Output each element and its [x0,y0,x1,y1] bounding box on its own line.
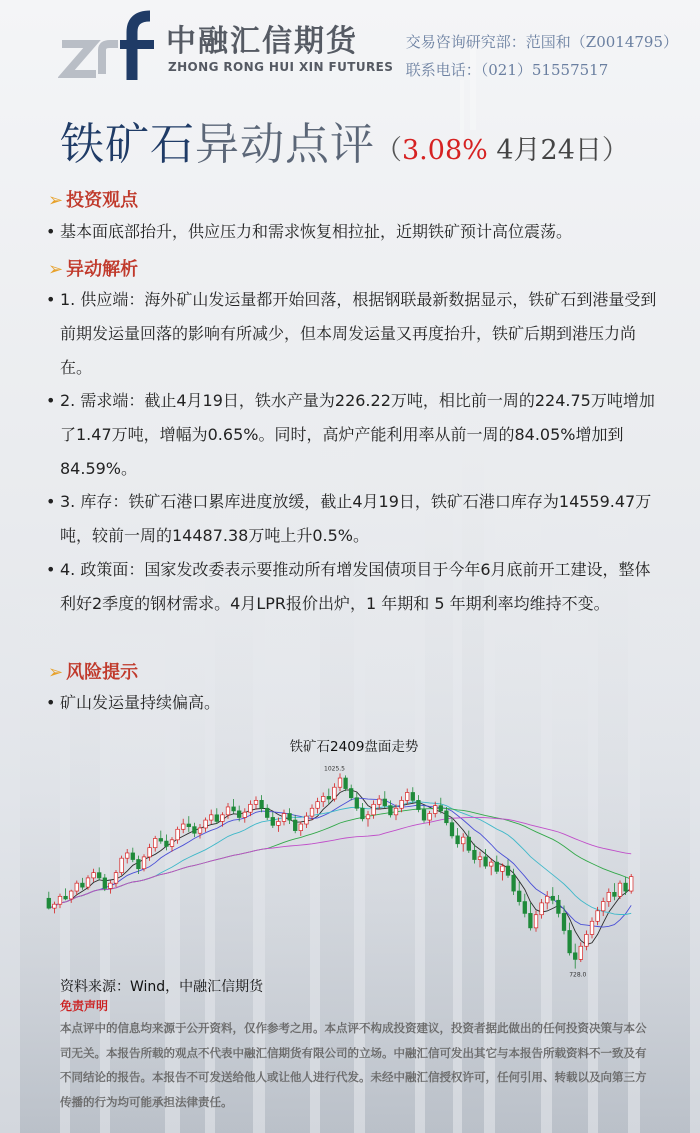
title-date: 4月24日 [487,135,602,166]
candle-body [209,815,213,820]
bullet-dot-icon: • [46,391,56,410]
section-arrow-icon: ➢ [48,259,64,280]
candle-body [557,900,561,913]
candle-body [489,862,493,866]
candle-body [422,810,426,821]
candle-body [467,837,471,850]
title-main: 铁矿石 [60,119,195,170]
candle-body [551,896,555,900]
analysis-text: 2. 需求端：截止4月19日，铁水产量为226.22万吨，相比前一周的224.75万吨增加了1.47万吨，增幅为0.65%。同时，高炉产能利用率从前一周的84.05%增加到84.59%。 [60,391,655,478]
candle-body [439,806,443,811]
candle-body [613,892,617,896]
bullet-dot-icon: • [46,222,56,241]
candle-body [237,811,241,818]
analysis-bullet-demand [46,384,662,486]
disclaimer-title: 免责声明 [60,999,109,1013]
chart-high-label: 1025.5 [324,765,345,773]
candle-body [433,806,437,814]
candle-body [405,792,409,800]
candle-body [484,857,488,866]
candle-body [411,792,415,800]
candle-body [181,824,185,829]
candle-body [383,799,387,806]
candle-body [629,877,633,891]
title-change-pct: 3.08% [402,135,488,166]
candle-body [277,821,281,825]
bullet-dot-icon: • [46,290,56,309]
ma-line-ma10 [49,798,631,927]
section-title: 风险提示 [66,662,139,683]
section-arrow-icon: ➢ [48,190,64,211]
candle-body [394,808,398,815]
candle-body [75,883,79,891]
candle-body [579,946,583,959]
chart-low-label: 728.0 [569,971,587,979]
section-title: 投资观点 [66,190,139,211]
candle-body [540,903,544,915]
candle-body [607,892,611,901]
candle-body [495,862,499,871]
candle-body [288,814,292,821]
candle-body [327,796,331,799]
price-chart [40,735,668,997]
candle-body [109,883,113,888]
bullet-dot-icon: • [46,693,56,712]
candle-body [221,815,225,822]
candle-body [461,837,465,844]
candle-body [176,829,180,840]
chart-title: 铁矿石2409盘面走势 [289,739,419,755]
candle-body [344,778,348,789]
header [0,0,700,95]
candle-body [512,875,516,891]
candle-body [215,815,219,822]
candle-body [142,857,146,869]
candle-body [260,800,264,808]
candle-body [148,848,152,857]
title-open-paren: （ [375,135,402,166]
candle-body [86,878,90,887]
candle-body [103,878,107,889]
candle-body [601,902,605,911]
candle-body [366,815,370,819]
candle-body [64,896,68,899]
bullet-dot-icon: • [46,560,56,579]
candle-body [529,913,533,927]
section-arrow-icon: ➢ [48,662,64,683]
risk-bullet [46,686,662,720]
analysis-bullet-policy [46,553,662,621]
analysis-bullet-inventory [46,485,662,553]
logo-text-en: ZHONG RONG HUI XIN FUTURES [168,60,394,74]
candle-body [517,891,521,902]
ma-line-ma20 [49,802,631,915]
candle-body [545,896,549,903]
candle-body [372,804,376,815]
candle-body [170,840,174,847]
candle-body [153,838,157,847]
candle-body [226,807,230,815]
candle-body [361,808,365,819]
bullet-dot-icon: • [46,492,56,511]
candle-body [265,808,269,817]
candle-body [568,930,572,952]
candle-body [501,866,505,871]
candle-body [377,799,381,804]
candle-body [590,921,594,934]
candle-body [473,850,477,859]
title-sub: 异动点评 [195,119,375,170]
view-bullet [46,215,662,249]
candle-body [299,824,303,831]
candle-body [573,953,577,960]
candle-body [456,836,460,844]
section-analysis [48,255,138,281]
candle-body [478,857,482,860]
ma-line-ma40 [49,808,631,908]
candle-body [355,798,359,809]
view-text: 基本面底部抬升，供应压力和需求恢复相拉扯，近期铁矿预计高位震荡。 [60,222,573,241]
candle-body [58,896,62,904]
candle-body [187,824,191,827]
candle-body [310,808,314,816]
candle-body [92,873,96,878]
section-risk [48,658,138,684]
analysis-text: 4. 政策面：国家发改委表示要推动所有增发国债项目于今年6月底前开工建设，整体利好2季度的钢材需求。4月LPR报价出炉，1 年期和 5 年期利率均维持不变。 [60,560,651,613]
candle-body [293,820,297,831]
candle-body [596,911,600,922]
logo-mark-icon [58,10,158,82]
contact-info [406,28,678,84]
candle-body [47,898,51,908]
candle-body [249,804,253,812]
section-title: 异动解析 [66,259,139,280]
candle-body [523,902,527,914]
candle-body [534,915,538,928]
candle-body [400,800,404,808]
candle-body [69,891,73,899]
candle-body [321,796,325,801]
candle-body [204,820,208,828]
candlestick-chart [40,735,668,997]
candle-body [232,807,236,811]
candle-body [585,934,589,946]
candle-body [81,883,85,887]
candle-body [125,853,129,858]
contact-department: 交易咨询研究部：范国和（Z0014795） [405,33,678,51]
candle-body [243,812,247,817]
candle-body [450,823,454,836]
candle-body [131,853,135,860]
title-close-paren: ） [601,135,629,166]
candle-body [120,858,124,872]
candle-body [618,883,622,896]
candle-body [97,873,101,878]
analysis-bullet-supply [46,283,662,385]
candle-body [562,913,566,930]
logo-text-cn: 中融汇信期货 [166,24,358,59]
candle-body [305,816,309,824]
candle-body [417,800,421,809]
candle-body [624,883,628,891]
data-source: 资料来源：Wind，中融汇信期货 [60,979,264,995]
candle-body [428,814,432,821]
candle-body [389,806,393,815]
candle-body [282,814,286,822]
candle-body [445,811,449,823]
disclaimer-text: 本点评中的信息均来源于公开资料，仅作参考之用。本点评不构成投资建议，投资者据此做出的任何投资决策与本公司无关。本报告所载的观点不代表中融汇信期货有限公司的立场。中融汇信可发出其它与本报告所载资料不一致及有不同结论的报告。本报告不可发送给他人或让他人进行代发。未经中融汇信授权许可，任何引用、转载以及向第三方传播的行为均可能承担法律责任。 [60,1021,647,1109]
page-title [60,108,629,168]
section-investment-view [48,186,138,212]
candle-body [193,827,197,834]
candle-body [137,860,141,869]
candle-body [198,828,202,833]
candle-body [316,802,320,809]
candle-body [254,800,258,804]
analysis-text: 3. 库存：铁矿石港口累库进度放缓，截止4月19日，铁矿石港口库存为14559.47万吨，较前一周的14487.38万吨上升0.5%。 [60,492,652,545]
candle-body [159,838,163,841]
candle-body [349,789,353,798]
candle-body [333,787,337,799]
contact-phone: 联系电话：（021）51557517 [405,61,609,79]
candle-body [114,873,118,884]
candle-body [165,841,169,846]
risk-text: 矿山发运量持续偏高。 [60,693,221,712]
candle-body [53,904,57,908]
analysis-text: 1. 供应端：海外矿山发运量都开始回落，根据钢联最新数据显示，铁矿石到港量受到前期发运量回落的影响有所减少，但本周发运量又再度抬升，铁矿后期到港压力尚在。 [60,290,657,377]
candle-body [506,866,510,875]
candle-body [338,778,342,787]
candle-body [271,817,275,825]
